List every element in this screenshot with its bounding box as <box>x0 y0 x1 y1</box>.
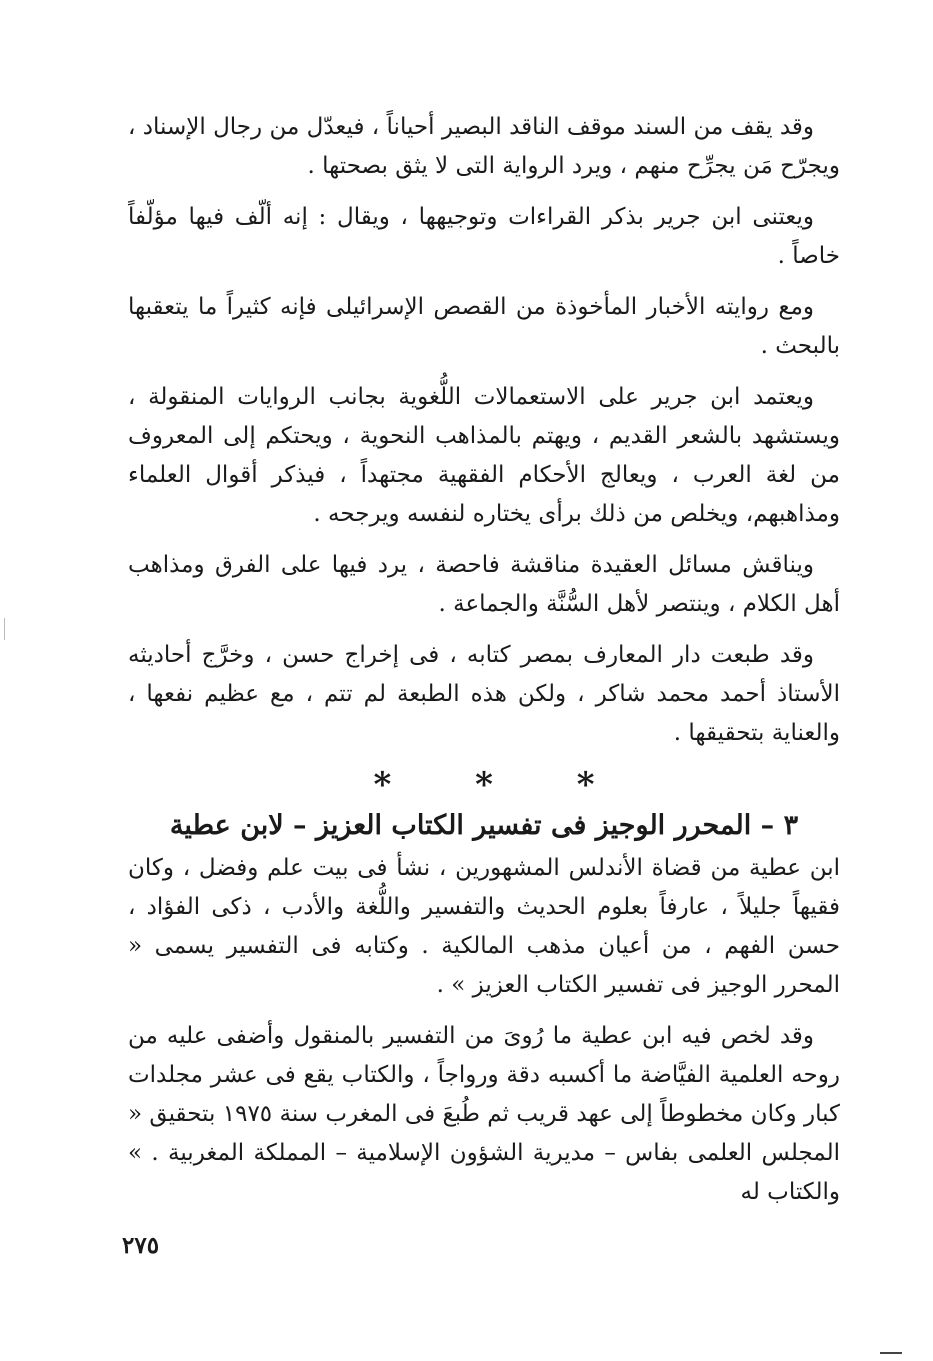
paragraph: ويعتمد ابن جرير على الاستعمالات اللُّغوية بجانب الروايات المنقولة ، ويستشهد بالشعر القديم ، ويهتم بالمذاهب النحوية ، ويحتكم إلى المعروف من لغة العرب ، ويعالج الأحكام الفقهية مجتهداً ، فيذكر أقوال العلماء ومذاهبهم، ويخلص من ذلك برأى يختاره لنفسه ويرجحه . <box>128 384 840 527</box>
paragraph: وقد طبعت دار المعارف بمصر كتابه ، فى إخراج حسن ، وخرَّج أحاديثه الأستاذ أحمد محمد شاكر ، ولكن هذه الطبعة لم تتم ، مع عظيم نفعها ، والعناية بتحقيقها . <box>128 642 840 746</box>
section-separator: * * * <box>373 765 631 805</box>
page-number: ٢٧٥ <box>122 1232 160 1259</box>
paragraph: وقد لخص فيه ابن عطية ما رُوىَ من التفسير بالمنقول وأضفى عليه من روحه العلمية الفيَّاضة ما أكسبه دقة ورواجاً ، والكتاب يقع فى عشر مجلدات كبار وكان مخطوطاً إلى عهد قريب ثم طُبعَ فى المغرب سنة ١٩٧٥ بتحقيق « المجلس العلمى بفاس – مديرية الشؤون الإسلامية – المملكة المغربية . » والكتاب له <box>128 1023 840 1205</box>
paragraph: ابن عطية من قضاة الأندلس المشهورين ، نشأ فى بيت علم وفضل ، وكان فقيهاً جليلاً ، عارفاً بعلوم الحديث والتفسير واللُّغة والأدب ، ذكى الفؤاد ، حسن الفهم ، من أعيان مذهب المالكية . وكتابه فى التفسير يسمى « المحرر الوجيز فى تفسير الكتاب العزيز » . <box>128 855 840 998</box>
scan-artifact-mark <box>880 1352 902 1354</box>
paragraph: ومع روايته الأخبار المأخوذة من القصص الإسرائيلى فإنه كثيراً ما يتعقبها بالبحث . <box>128 294 840 359</box>
scan-edge-mark <box>4 618 5 640</box>
page-body <box>128 108 840 1224</box>
paragraph: ويعتنى ابن جرير بذكر القراءات وتوجيهها ، ويقال : إنه ألّف فيها مؤلّفاً خاصاً . <box>128 204 840 269</box>
section-title: ٣ – المحرر الوجيز فى تفسير الكتاب العزيز – لابن عطية <box>169 810 799 841</box>
paragraph: وقد يقف من السند موقف الناقد البصير أحياناً ، فيعدّل من رجال الإسناد ، ويجرّح مَن يجرِّح منهم ، ويرد الرواية التى لا يثق بصحتها . <box>128 114 840 179</box>
paragraph: ويناقش مسائل العقيدة مناقشة فاحصة ، يرد فيها على الفرق ومذاهب أهل الكلام ، وينتصر لأهل السُّنَّة والجماعة . <box>128 552 840 617</box>
